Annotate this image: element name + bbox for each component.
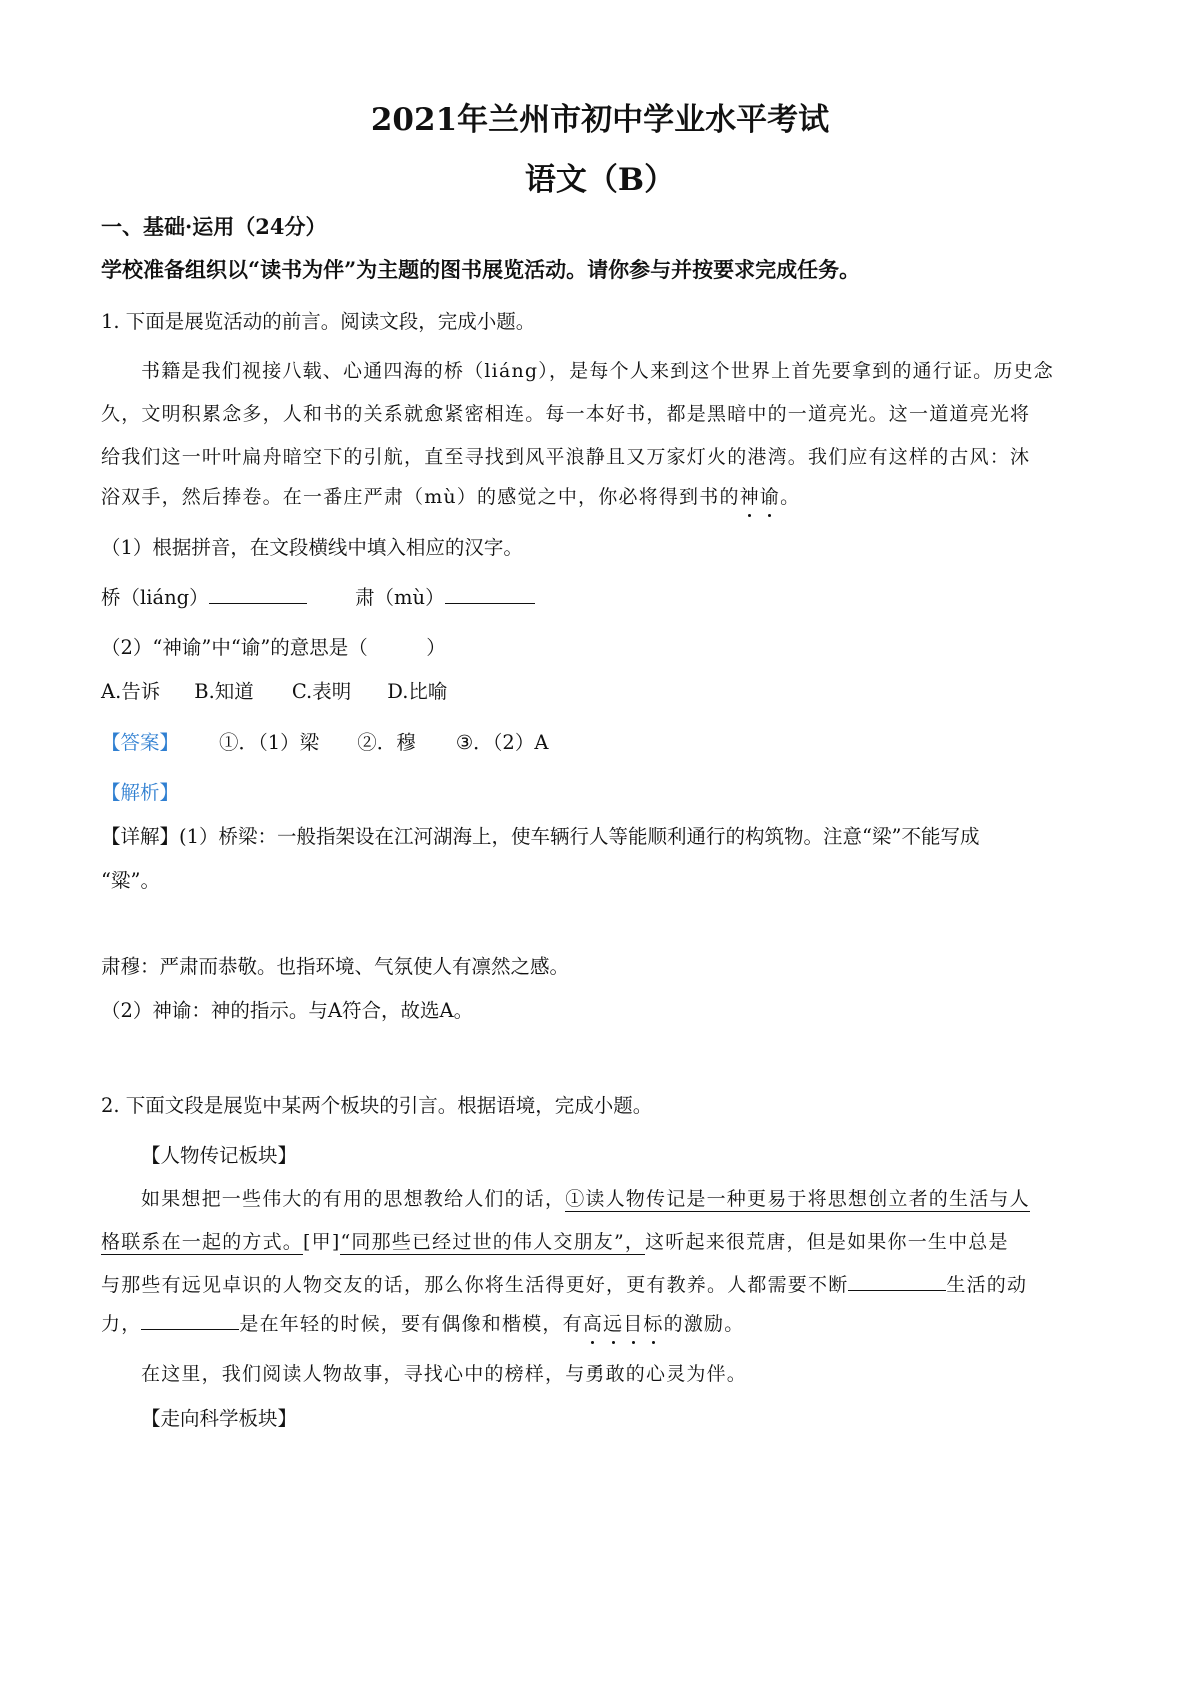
q1-blank-row bbox=[101, 582, 535, 610]
blank-1-field[interactable] bbox=[209, 585, 307, 604]
q1-options bbox=[101, 676, 447, 704]
option-c[interactable]: C.表明 bbox=[291, 680, 352, 703]
emphasis-char: 远 bbox=[603, 1309, 623, 1336]
exam-subtitle: 语文（B） bbox=[524, 162, 676, 198]
emphasis-char: 谕 bbox=[760, 482, 780, 509]
detail-line-3: 肃穆：严肃而恭敬。也指环境、气氛使人有凛然之感。 bbox=[101, 955, 570, 978]
blank-1-label: 桥（liáng） bbox=[101, 586, 209, 609]
question-1-stem: 1. 下面是展览活动的前言。阅读文段，完成小题。 bbox=[101, 310, 536, 333]
q2-line-1-text: 如果想把一些伟大的有用的思想教给人们的话， bbox=[141, 1188, 566, 1210]
emphasis-char: 神 bbox=[740, 482, 760, 509]
q2-passage-line-5: 在这里，我们阅读人物故事，寻找心中的榜样，与勇敢的心灵为伴。 bbox=[141, 1363, 748, 1385]
blank-2-field[interactable] bbox=[445, 585, 535, 604]
q2-passage-line-3 bbox=[101, 1270, 1027, 1297]
q1-passage-line-3: 给我们这一叶叶扁舟暗空下的引航，直至寻找到风平浪静且又万家灯火的港湾。我们应有这样的古风：沐 bbox=[101, 446, 1031, 468]
q2-passage-line-4 bbox=[101, 1309, 744, 1336]
emphasis-char: 高 bbox=[583, 1309, 603, 1336]
q1-subquestion-1: （1）根据拼音，在文段横线中填入相应的汉字。 bbox=[101, 536, 523, 559]
answer-row bbox=[101, 727, 548, 755]
answer-tag: 【答案】 bbox=[101, 731, 180, 754]
q1-subquestion-2: （2）“神谕”中“谕”的意思是（ ） bbox=[101, 636, 446, 659]
q2-line-3-end: 生活的动 bbox=[946, 1274, 1028, 1296]
q1-passage-line-4 bbox=[101, 482, 800, 509]
underlined-sentence-1: ①读人物传记是一种更易于将思想创立者的生活与人 bbox=[565, 1188, 1030, 1210]
q2-passage-line-1 bbox=[141, 1184, 1030, 1211]
option-b[interactable]: B.知道 bbox=[194, 680, 254, 703]
q2-line-4-start: 力， bbox=[101, 1313, 142, 1335]
block-2-title: 【走向科学板块】 bbox=[141, 1407, 298, 1430]
q1-passage-line-4-end: 。 bbox=[780, 486, 801, 508]
option-a[interactable]: A.告诉 bbox=[101, 680, 161, 703]
answer-2: ②．穆 bbox=[357, 731, 416, 754]
blank-3-field[interactable] bbox=[848, 1272, 946, 1291]
underlined-quote: “同那些已经过世的伟人交朋友”， bbox=[340, 1231, 646, 1253]
emphasis-char: 标 bbox=[643, 1309, 663, 1336]
section-intro: 学校准备组织以“读书为伴”为主题的图书展览活动。请你参与并按要求完成任务。 bbox=[101, 257, 861, 282]
block-1-title: 【人物传记板块】 bbox=[141, 1144, 298, 1167]
blank-4-field[interactable] bbox=[141, 1311, 239, 1330]
blank-2-label: 肃（mù） bbox=[355, 586, 445, 609]
analysis-tag: 【解析】 bbox=[101, 781, 180, 804]
question-2-stem: 2. 下面文段是展览中某两个板块的引言。根据语境，完成小题。 bbox=[101, 1094, 653, 1117]
q2-line-3-text: 与那些有远见卓识的人物交友的话，那么你将生活得更好，更有教养。人都需要不断 bbox=[101, 1274, 849, 1296]
detail-line-2: “粱”。 bbox=[101, 869, 160, 892]
q1-passage-line-4-text: 浴双手，然后捧卷。在一番庄严肃（mù）的感觉之中，你必将得到书的 bbox=[101, 486, 740, 508]
marker-jia: [甲] bbox=[303, 1231, 341, 1253]
answer-3: ③．（2）A bbox=[455, 731, 549, 754]
q1-passage-line-2: 久，文明积累念多，人和书的关系就愈紧密相连。每一本好书，都是黑暗中的一道亮光。这一道道亮光将 bbox=[101, 403, 1031, 425]
exam-title: 2021年兰州市初中学业水平考试 bbox=[370, 102, 830, 138]
q2-line-2-text: 这听起来很荒唐，但是如果你一生中总是 bbox=[645, 1231, 1009, 1253]
detail-line-4: （2）神谕：神的指示。与A符合，故选A。 bbox=[101, 999, 474, 1022]
q1-passage-line-1: 书籍是我们视接八载、心通四海的桥（liáng），是每个人来到这个世界上首先要拿到的通行证。历史念 bbox=[141, 360, 1054, 382]
detail-line-1: 【详解】(1）桥梁：一般指架设在江河湖海上，使车辆行人等能顺利通行的构筑物。注意“梁”不能写成 bbox=[101, 825, 980, 848]
section-heading: 一、基础·运用（24分） bbox=[101, 214, 327, 239]
option-d[interactable]: D.比喻 bbox=[387, 680, 448, 703]
answer-1: ①．（1）梁 bbox=[219, 731, 320, 754]
q2-line-4-text: 是在年轻的时候，要有偶像和楷模，有 bbox=[239, 1313, 583, 1335]
q2-passage-line-2 bbox=[101, 1227, 1009, 1254]
underlined-sentence-1-end: 格联系在一起的方式。 bbox=[101, 1231, 304, 1253]
emphasis-char: 目 bbox=[623, 1309, 643, 1336]
q2-line-4-end: 的激励。 bbox=[663, 1313, 745, 1335]
